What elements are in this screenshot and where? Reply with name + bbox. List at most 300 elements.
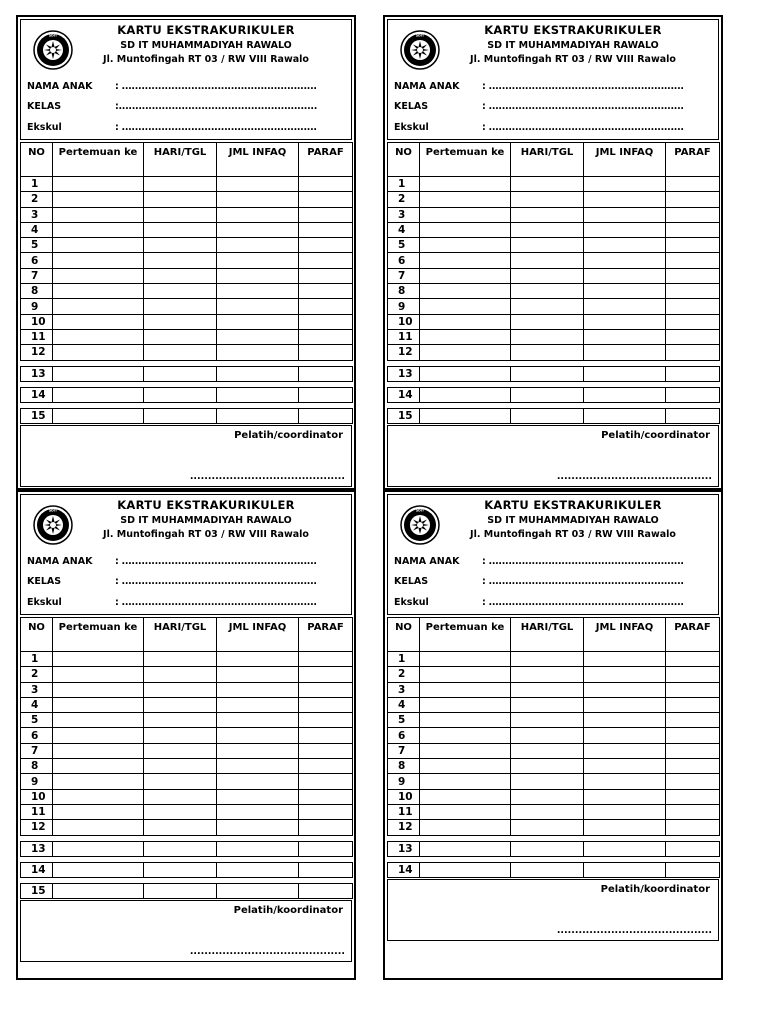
svg-text:SDIT: SDIT	[48, 508, 58, 513]
table-cell[interactable]	[666, 366, 720, 381]
table-cell[interactable]	[53, 759, 144, 774]
table-cell[interactable]	[420, 314, 511, 329]
row-number: 3	[388, 207, 420, 222]
column-header-paraf: PARAF	[299, 618, 353, 652]
table-cell[interactable]	[584, 222, 666, 237]
table-cell[interactable]	[53, 743, 144, 758]
table-cell[interactable]	[420, 743, 511, 758]
row-number: 6	[21, 728, 53, 743]
table-cell[interactable]	[584, 789, 666, 804]
table-cell[interactable]	[144, 345, 217, 360]
table-cell[interactable]	[144, 804, 217, 819]
table-cell[interactable]	[584, 728, 666, 743]
table-cell[interactable]	[420, 789, 511, 804]
table-cell[interactable]	[511, 774, 584, 789]
table-cell[interactable]	[666, 314, 720, 329]
table-cell[interactable]	[420, 759, 511, 774]
table-cell[interactable]	[144, 884, 217, 899]
table-row	[21, 299, 353, 314]
table-cell[interactable]	[217, 177, 299, 192]
table-cell[interactable]	[511, 697, 584, 712]
table-cell[interactable]	[53, 652, 144, 667]
table-cell[interactable]	[53, 329, 144, 344]
table-cell[interactable]	[217, 238, 299, 253]
table-cell[interactable]	[666, 192, 720, 207]
table-cell[interactable]	[299, 222, 353, 237]
table-cell[interactable]	[584, 314, 666, 329]
table-cell[interactable]	[420, 820, 511, 835]
table-cell[interactable]	[53, 268, 144, 283]
table-cell[interactable]	[144, 789, 217, 804]
table-cell[interactable]	[511, 366, 584, 381]
table-cell[interactable]	[584, 652, 666, 667]
table-cell[interactable]	[299, 387, 353, 402]
table-cell[interactable]	[144, 728, 217, 743]
field-label: NAMA ANAK	[27, 556, 93, 567]
table-cell[interactable]	[420, 177, 511, 192]
table-cell[interactable]	[584, 268, 666, 283]
table-cell[interactable]	[217, 884, 299, 899]
table-cell[interactable]	[584, 862, 666, 877]
table-cell[interactable]	[511, 192, 584, 207]
column-header-hari-tgl: HARI/TGL	[144, 143, 217, 177]
table-row	[21, 789, 353, 804]
table-cell[interactable]	[666, 820, 720, 835]
signature-box	[387, 425, 719, 487]
table-cell[interactable]	[53, 387, 144, 402]
table-cell[interactable]	[217, 820, 299, 835]
table-cell[interactable]	[144, 192, 217, 207]
table-cell[interactable]	[420, 345, 511, 360]
table-cell[interactable]	[511, 329, 584, 344]
table-cell[interactable]	[53, 409, 144, 424]
table-cell[interactable]	[53, 820, 144, 835]
signature-line: ...........................................	[189, 946, 345, 957]
table-cell[interactable]	[666, 759, 720, 774]
table-cell[interactable]	[144, 177, 217, 192]
row-number: 10	[21, 314, 53, 329]
table-cell[interactable]	[511, 652, 584, 667]
table-cell[interactable]	[584, 820, 666, 835]
row-number: 11	[21, 804, 53, 819]
table-cell[interactable]	[217, 862, 299, 877]
table-cell[interactable]	[144, 682, 217, 697]
table-cell[interactable]	[144, 253, 217, 268]
table-cell[interactable]	[420, 713, 511, 728]
table-cell[interactable]	[299, 713, 353, 728]
table-cell[interactable]	[666, 387, 720, 402]
table-cell[interactable]	[299, 238, 353, 253]
table-cell[interactable]	[666, 743, 720, 758]
school-name: SD IT MUHAMMADIYAH RAWALO	[120, 40, 292, 51]
column-header-hari-tgl: HARI/TGL	[511, 143, 584, 177]
table-cell[interactable]	[144, 329, 217, 344]
card-title: KARTU EKSTRAKURIKULER	[117, 23, 295, 37]
table-cell[interactable]	[511, 759, 584, 774]
row-number: 13	[388, 366, 420, 381]
table-cell[interactable]	[53, 789, 144, 804]
table-cell[interactable]	[53, 284, 144, 299]
table-cell[interactable]	[299, 841, 353, 856]
table-cell[interactable]	[584, 804, 666, 819]
table-cell[interactable]	[53, 192, 144, 207]
table-cell[interactable]	[584, 697, 666, 712]
table-cell[interactable]	[144, 820, 217, 835]
table-cell[interactable]	[217, 192, 299, 207]
table-cell[interactable]	[53, 314, 144, 329]
table-cell[interactable]	[299, 314, 353, 329]
table-cell[interactable]	[53, 774, 144, 789]
table-cell[interactable]	[217, 667, 299, 682]
table-cell[interactable]	[666, 667, 720, 682]
table-cell[interactable]	[299, 177, 353, 192]
table-cell[interactable]	[217, 284, 299, 299]
table-row	[21, 253, 353, 268]
table-cell[interactable]	[299, 682, 353, 697]
field-label: NAMA ANAK	[27, 81, 93, 92]
table-cell[interactable]	[420, 804, 511, 819]
school-address: Jl. Muntofingah RT 03 / RW VIII Rawalo	[470, 529, 676, 540]
table-cell[interactable]	[584, 177, 666, 192]
row-number: 11	[21, 329, 53, 344]
field-line: : ...........................................................	[115, 556, 317, 567]
column-header-jml-infaq: JML INFAQ	[584, 143, 666, 177]
table-cell[interactable]	[666, 299, 720, 314]
table-cell[interactable]	[299, 268, 353, 283]
table-cell[interactable]	[144, 713, 217, 728]
table-cell[interactable]	[217, 652, 299, 667]
table-cell[interactable]	[584, 366, 666, 381]
table-cell[interactable]	[511, 820, 584, 835]
table-cell[interactable]	[511, 713, 584, 728]
table-cell[interactable]	[144, 314, 217, 329]
table-cell[interactable]	[217, 299, 299, 314]
table-cell[interactable]	[666, 652, 720, 667]
field-line: : ...........................................................	[482, 597, 684, 608]
table-cell[interactable]	[666, 345, 720, 360]
table-cell[interactable]	[144, 409, 217, 424]
table-row	[388, 804, 720, 819]
table-cell[interactable]	[144, 774, 217, 789]
table-cell[interactable]	[217, 789, 299, 804]
table-row	[388, 713, 720, 728]
table-cell[interactable]	[217, 387, 299, 402]
table-cell[interactable]	[511, 682, 584, 697]
signature-label: Pelatih/coordinator	[601, 430, 710, 441]
table-cell[interactable]	[217, 841, 299, 856]
table-cell[interactable]	[217, 345, 299, 360]
table-cell[interactable]	[53, 728, 144, 743]
table-cell[interactable]	[584, 284, 666, 299]
table-cell[interactable]	[299, 253, 353, 268]
table-cell[interactable]	[299, 207, 353, 222]
table-cell[interactable]	[217, 682, 299, 697]
field-kelas	[394, 101, 684, 112]
card-title: KARTU EKSTRAKURIKULER	[484, 23, 662, 37]
table-cell[interactable]	[511, 345, 584, 360]
table-cell[interactable]	[144, 387, 217, 402]
table-cell[interactable]	[420, 682, 511, 697]
table-cell[interactable]	[420, 862, 511, 877]
table-cell[interactable]	[53, 841, 144, 856]
table-cell[interactable]	[299, 789, 353, 804]
table-cell[interactable]	[299, 284, 353, 299]
table-cell[interactable]	[217, 314, 299, 329]
table-cell[interactable]	[217, 366, 299, 381]
row-number: 8	[388, 284, 420, 299]
table-cell[interactable]	[666, 713, 720, 728]
row-number: 2	[388, 192, 420, 207]
table-cell[interactable]	[53, 238, 144, 253]
table-cell[interactable]	[53, 366, 144, 381]
table-cell[interactable]	[511, 314, 584, 329]
table-cell[interactable]	[53, 884, 144, 899]
table-cell[interactable]	[420, 366, 511, 381]
table-row	[21, 192, 353, 207]
table-cell[interactable]	[420, 238, 511, 253]
table-cell[interactable]	[666, 253, 720, 268]
table-cell[interactable]	[584, 345, 666, 360]
table-cell[interactable]	[666, 222, 720, 237]
table-cell[interactable]	[511, 387, 584, 402]
table-row	[388, 774, 720, 789]
row-number: 1	[388, 652, 420, 667]
column-header-pertemuan: Pertemuan ke	[53, 618, 144, 652]
table-cell[interactable]	[666, 284, 720, 299]
table-cell[interactable]	[666, 841, 720, 856]
table-cell[interactable]	[511, 222, 584, 237]
table-cell[interactable]	[420, 774, 511, 789]
table-cell[interactable]	[53, 862, 144, 877]
table-cell[interactable]	[299, 329, 353, 344]
table-row	[388, 862, 720, 877]
table-row	[21, 207, 353, 222]
table-cell[interactable]	[511, 177, 584, 192]
table-cell[interactable]	[511, 728, 584, 743]
table-cell[interactable]	[584, 238, 666, 253]
table-cell[interactable]	[144, 743, 217, 758]
table-cell[interactable]	[144, 652, 217, 667]
table-cell[interactable]	[584, 759, 666, 774]
table-cell[interactable]	[584, 743, 666, 758]
table-cell[interactable]	[420, 409, 511, 424]
table-cell[interactable]	[511, 253, 584, 268]
row-number: 4	[21, 697, 53, 712]
table-cell[interactable]	[217, 713, 299, 728]
table-cell[interactable]	[144, 222, 217, 237]
table-cell[interactable]	[144, 268, 217, 283]
table-cell[interactable]	[53, 667, 144, 682]
table-cell[interactable]	[144, 238, 217, 253]
table-cell[interactable]	[144, 207, 217, 222]
table-cell[interactable]	[420, 192, 511, 207]
table-cell[interactable]	[420, 253, 511, 268]
table-cell[interactable]	[511, 667, 584, 682]
table-cell[interactable]	[666, 409, 720, 424]
table-cell[interactable]	[511, 238, 584, 253]
table-cell[interactable]	[420, 299, 511, 314]
table-cell[interactable]	[420, 728, 511, 743]
table-cell[interactable]	[666, 774, 720, 789]
table-cell[interactable]	[217, 728, 299, 743]
table-cell[interactable]	[666, 207, 720, 222]
table-cell[interactable]	[666, 697, 720, 712]
table-cell[interactable]	[584, 253, 666, 268]
attendance-table	[20, 142, 353, 424]
signature-box	[20, 425, 352, 487]
table-cell[interactable]	[511, 743, 584, 758]
table-row	[388, 329, 720, 344]
table-cell[interactable]	[53, 207, 144, 222]
table-cell[interactable]	[299, 345, 353, 360]
field-label: NAMA ANAK	[394, 81, 460, 92]
table-cell[interactable]	[299, 884, 353, 899]
table-cell[interactable]	[53, 253, 144, 268]
table-cell[interactable]	[144, 697, 217, 712]
table-cell[interactable]	[420, 207, 511, 222]
signature-line: ...........................................	[189, 471, 345, 482]
table-cell[interactable]	[144, 284, 217, 299]
table-cell[interactable]	[511, 804, 584, 819]
table-cell[interactable]	[420, 387, 511, 402]
row-number: 14	[21, 862, 53, 877]
table-cell[interactable]	[144, 667, 217, 682]
table-cell[interactable]	[584, 841, 666, 856]
table-cell[interactable]	[299, 804, 353, 819]
table-cell[interactable]	[299, 667, 353, 682]
table-cell[interactable]	[584, 713, 666, 728]
table-cell[interactable]	[299, 192, 353, 207]
row-number: 13	[388, 841, 420, 856]
table-cell[interactable]	[217, 222, 299, 237]
field-line: : ...........................................................	[482, 122, 684, 133]
table-cell[interactable]	[511, 268, 584, 283]
table-row	[388, 222, 720, 237]
table-cell[interactable]	[511, 409, 584, 424]
table-cell[interactable]	[144, 759, 217, 774]
table-cell[interactable]	[217, 743, 299, 758]
table-cell[interactable]	[420, 841, 511, 856]
table-cell[interactable]	[217, 207, 299, 222]
table-cell[interactable]	[584, 329, 666, 344]
table-cell[interactable]	[299, 862, 353, 877]
row-number: 5	[388, 238, 420, 253]
table-cell[interactable]	[511, 207, 584, 222]
table-cell[interactable]	[511, 299, 584, 314]
table-cell[interactable]	[217, 409, 299, 424]
table-cell[interactable]	[420, 268, 511, 283]
column-header-no: NO	[388, 143, 420, 177]
table-cell[interactable]	[217, 697, 299, 712]
table-cell[interactable]	[217, 253, 299, 268]
row-number: 10	[21, 789, 53, 804]
table-row	[21, 222, 353, 237]
table-cell[interactable]	[53, 713, 144, 728]
field-label: Ekskul	[394, 597, 429, 608]
table-row	[21, 743, 353, 758]
table-cell[interactable]	[299, 774, 353, 789]
table-cell[interactable]	[511, 862, 584, 877]
table-cell[interactable]	[217, 804, 299, 819]
table-row	[388, 789, 720, 804]
table-cell[interactable]	[666, 238, 720, 253]
table-cell[interactable]	[144, 862, 217, 877]
table-cell[interactable]	[299, 820, 353, 835]
table-cell[interactable]	[299, 652, 353, 667]
table-cell[interactable]	[217, 329, 299, 344]
table-cell[interactable]	[299, 759, 353, 774]
table-cell[interactable]	[217, 268, 299, 283]
table-cell[interactable]	[217, 774, 299, 789]
table-cell[interactable]	[217, 759, 299, 774]
table-cell[interactable]	[420, 329, 511, 344]
row-number: 9	[388, 299, 420, 314]
table-cell[interactable]	[511, 789, 584, 804]
row-number: 9	[21, 299, 53, 314]
table-cell[interactable]	[299, 366, 353, 381]
table-cell[interactable]	[53, 697, 144, 712]
table-row	[388, 366, 720, 381]
table-row	[21, 884, 353, 899]
table-cell[interactable]	[53, 299, 144, 314]
table-cell[interactable]	[53, 177, 144, 192]
table-cell[interactable]	[420, 667, 511, 682]
table-row	[388, 314, 720, 329]
table-cell[interactable]	[666, 268, 720, 283]
table-cell[interactable]	[584, 774, 666, 789]
table-cell[interactable]	[144, 841, 217, 856]
table-cell[interactable]	[299, 409, 353, 424]
table-cell[interactable]	[584, 682, 666, 697]
table-cell[interactable]	[584, 387, 666, 402]
table-cell[interactable]	[420, 652, 511, 667]
table-cell[interactable]	[511, 284, 584, 299]
row-number: 15	[21, 884, 53, 899]
table-cell[interactable]	[420, 222, 511, 237]
table-cell[interactable]	[666, 862, 720, 877]
column-header-paraf: PARAF	[299, 143, 353, 177]
table-cell[interactable]	[584, 667, 666, 682]
table-cell[interactable]	[53, 345, 144, 360]
table-cell[interactable]	[299, 743, 353, 758]
table-cell[interactable]	[584, 299, 666, 314]
table-cell[interactable]	[666, 329, 720, 344]
table-cell[interactable]	[666, 682, 720, 697]
table-cell[interactable]	[511, 841, 584, 856]
table-cell[interactable]	[53, 222, 144, 237]
table-cell[interactable]	[144, 366, 217, 381]
table-cell[interactable]	[299, 728, 353, 743]
row-number: 7	[388, 743, 420, 758]
attendance-table	[20, 617, 353, 899]
table-row	[21, 759, 353, 774]
table-cell[interactable]	[584, 409, 666, 424]
table-cell[interactable]	[666, 177, 720, 192]
table-cell[interactable]	[666, 728, 720, 743]
table-cell[interactable]	[666, 789, 720, 804]
table-cell[interactable]	[666, 804, 720, 819]
table-cell[interactable]	[53, 804, 144, 819]
table-cell[interactable]	[299, 697, 353, 712]
table-cell[interactable]	[144, 299, 217, 314]
table-cell[interactable]	[299, 299, 353, 314]
table-cell[interactable]	[420, 284, 511, 299]
table-cell[interactable]	[584, 207, 666, 222]
table-cell[interactable]	[53, 682, 144, 697]
table-cell[interactable]	[584, 192, 666, 207]
table-cell[interactable]	[420, 697, 511, 712]
card-title: KARTU EKSTRAKURIKULER	[117, 498, 295, 512]
